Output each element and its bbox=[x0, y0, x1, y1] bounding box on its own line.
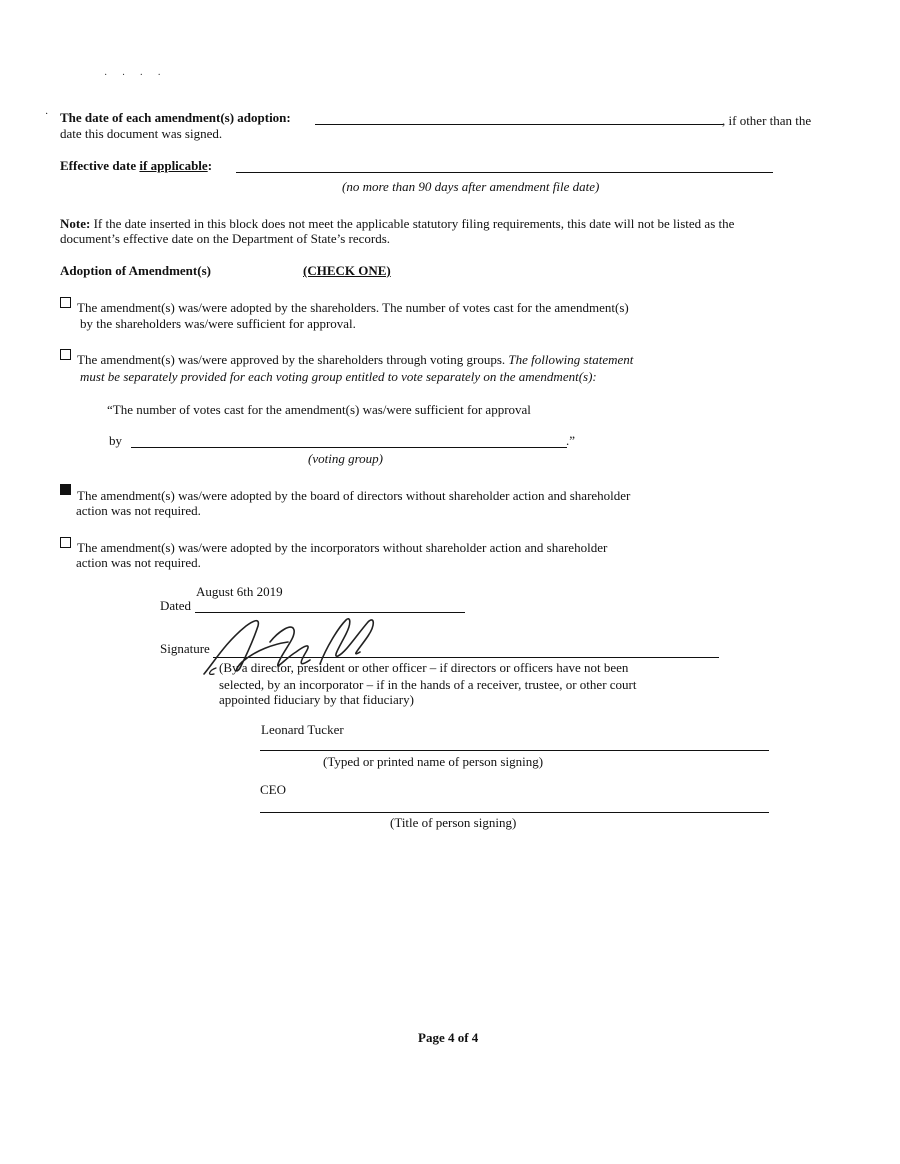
title-hint: (Title of person signing) bbox=[390, 815, 517, 830]
title-field[interactable] bbox=[260, 812, 769, 813]
adoption-date-field[interactable] bbox=[315, 124, 723, 125]
option-shareholders-checkbox[interactable] bbox=[60, 297, 71, 308]
signature-note-line-1: (By a director, president or other officer – if directors or officers have not been bbox=[219, 660, 629, 675]
scan-mark: · bbox=[45, 109, 49, 120]
note-line-2: document’s effective date on the Department of State’s records. bbox=[60, 231, 391, 246]
voting-group-hint: (voting group) bbox=[308, 451, 383, 466]
scan-dots: · · · · bbox=[104, 70, 167, 81]
adoption-date-suffix: , if other than the bbox=[722, 113, 812, 128]
note-text-1: If the date inserted in this block does not meet the applicable statutory filing requirements, this date will not be listed as the bbox=[90, 216, 735, 231]
effective-date-hint: (no more than 90 days after amendment file date) bbox=[342, 179, 600, 194]
printed-name-hint: (Typed or printed name of person signing) bbox=[323, 754, 544, 769]
voting-by-label: by bbox=[109, 433, 122, 448]
effective-date-prefix: Effective date bbox=[60, 158, 140, 173]
option-board-checkbox[interactable] bbox=[60, 484, 71, 495]
option-incorporators-line-1: The amendment(s) was/were adopted by the incorporators without shareholder action and shareholder bbox=[77, 540, 608, 555]
effective-date-emphasis: if applicable bbox=[139, 158, 208, 173]
adoption-date-label: The date of each amendment(s) adoption: bbox=[60, 110, 291, 125]
option-shareholders-line-2: by the shareholders was/were sufficient for approval. bbox=[80, 316, 356, 331]
signature-note-line-3: appointed fiduciary by that fiduciary) bbox=[219, 692, 414, 707]
note-label: Note: bbox=[60, 216, 91, 231]
voting-statement: “The number of votes cast for the amendment(s) was/were sufficient for approval bbox=[107, 402, 531, 417]
option-incorporators-line-2: action was not required. bbox=[76, 555, 201, 570]
dated-label: Dated bbox=[160, 598, 192, 613]
signature-note-line-2: selected, by an incorporator – if in the hands of a receiver, trustee, or other court bbox=[219, 677, 637, 692]
option-voting-groups-checkbox[interactable] bbox=[60, 349, 71, 360]
option-board-line-2: action was not required. bbox=[76, 503, 201, 518]
adoption-date-continuation: date this document was signed. bbox=[60, 126, 223, 141]
printed-name-value: Leonard Tucker bbox=[261, 722, 344, 737]
title-value: CEO bbox=[260, 782, 286, 797]
effective-date-field[interactable] bbox=[236, 172, 773, 173]
option-voting-groups-line-2: must be separately provided for each voting group entitled to vote separately on the amendment(s): bbox=[80, 369, 597, 384]
signature-label: Signature bbox=[160, 641, 210, 656]
effective-date-label bbox=[60, 158, 212, 174]
note-line-1 bbox=[60, 216, 734, 232]
option-board-line-1: The amendment(s) was/were adopted by the board of directors without shareholder action and shareholder bbox=[77, 488, 631, 503]
dated-value: August 6th 2019 bbox=[196, 584, 283, 599]
voting-group-field[interactable] bbox=[131, 447, 567, 448]
adoption-heading: Adoption of Amendment(s) bbox=[60, 263, 211, 278]
option-incorporators-checkbox[interactable] bbox=[60, 537, 71, 548]
printed-name-field[interactable] bbox=[260, 750, 769, 751]
option-voting-groups-italic: The following statement bbox=[505, 352, 634, 367]
page-number: Page 4 of 4 bbox=[418, 1030, 479, 1045]
effective-date-colon: : bbox=[207, 158, 213, 173]
check-one-label: (CHECK ONE) bbox=[303, 263, 391, 278]
option-voting-groups-line-1 bbox=[77, 352, 633, 368]
option-voting-groups-text: The amendment(s) was/were approved by the shareholders through voting groups. bbox=[77, 352, 506, 367]
option-shareholders-line-1: The amendment(s) was/were adopted by the shareholders. The number of votes cast for the amendment(s) bbox=[77, 300, 629, 315]
voting-closing-quote: .” bbox=[566, 433, 576, 448]
